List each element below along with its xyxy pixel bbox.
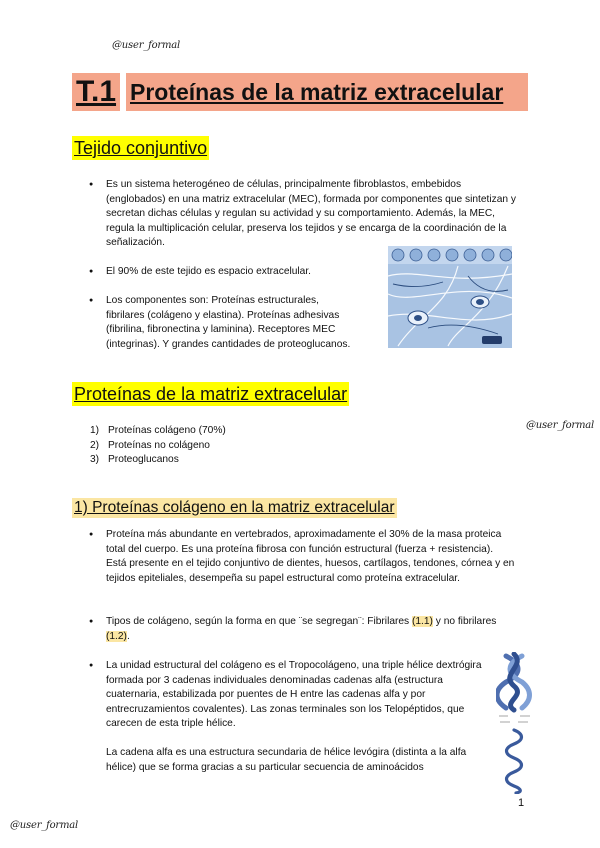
triple-helix-illustration [496, 652, 534, 794]
watermark-right: @user_formal [526, 420, 595, 431]
ref-no-fibrilares: (1.2) [106, 630, 127, 642]
list-item-number: 3) [90, 454, 100, 466]
watermark-bottom: @user_formal [10, 820, 79, 831]
ref-fibrilares: (1.1) [411, 616, 433, 627]
bullet-espacio-extracelular: ● El 90% de este tejido es espacio extracelular. [106, 265, 366, 280]
title-number: T.1 [72, 73, 120, 111]
tipos-text-post: . [126, 630, 130, 642]
extracellular-matrix-illustration [388, 246, 512, 348]
list-item-text: Proteínas colágeno (70%) [108, 425, 226, 436]
tipos-text-mid: y no fibrilares [432, 616, 497, 627]
bullet-componentes: ● Los componentes son: Proteínas estructurales, fibrilares (colágeno y elastina). Proteínas adhesivas (fibrilina, fibronectina y laminina). Receptores MEC (integrinas). Y grandes cantidades de proteoglucanos. [106, 294, 352, 352]
heading-proteinas-mec: Proteínas de la matriz extracelular [74, 384, 348, 404]
bullet-tipos-colageno [106, 615, 506, 644]
list-item [90, 439, 226, 454]
list-item [90, 453, 226, 468]
tipos-text-pre: Tipos de colágeno, según la forma en que ¨se segregan¨: Fibrilares [106, 616, 412, 627]
bullet-tropocolageno: ● La unidad estructural del colágeno es el Tropocolágeno, una triple hélice dextrógira formada por 3 cadenas individuales denominadas cadenas alfa (estructura cuaternaria, estabilizada por puentes de H entre las cadenas alfa y por entrecruzamientos covalentes). Las zonas terminales son los Telopéptidos, que carecen de esta triple hélice. [106, 659, 496, 732]
list-item-text: Proteínas no colágeno [108, 439, 210, 451]
list-item-number: 2) [90, 439, 100, 451]
watermark-top: @user_formal [112, 40, 181, 51]
list-item-number: 1) [90, 425, 100, 436]
heading-proteinas-colageno: 1) Proteínas colágeno en la matriz extracelular [74, 499, 395, 516]
page-number: 1 [518, 797, 525, 809]
list-item-text: Proteoglucanos [108, 454, 179, 466]
paragraph-cadena-alfa: La cadena alfa es una estructura secundaria de hélice levógira (distinta a la alfa hélice) que se forma gracias a su particular secuencia de aminoácidos [106, 747, 467, 773]
bullet-tejido-definicion: ● Es un sistema heterogéneo de células, principalmente fibroblastos, embebidos (englobados) en una matriz extracelular (MEC), formada por componentes que sintetizan y secretan dichas células y regulan su actividad y su comportamiento. Además, la MEC, regula la multiplicación celular, preserva los tejidos y se encarga de la coordinación de la señalización. [106, 178, 516, 251]
heading-tejido-conjuntivo: Tejido conjuntivo [74, 138, 208, 158]
bullet-colageno-definicion: ● Proteína más abundante en vertebrados, aproximadamente el 30% de la masa proteica total del cuerpo. Es una proteína fibrosa con función estructural (fuerza + resistencia). Está presente en el tejido conjuntivo de dientes, huesos, cartílagos, tendones, córnea y en tejidos epiteliales, desempeña su papel estructural como proteína extracelular. [106, 528, 516, 586]
proteinas-list [90, 424, 226, 468]
list-item [90, 424, 226, 439]
title-text: Proteínas de la matriz extracelular [126, 73, 528, 111]
